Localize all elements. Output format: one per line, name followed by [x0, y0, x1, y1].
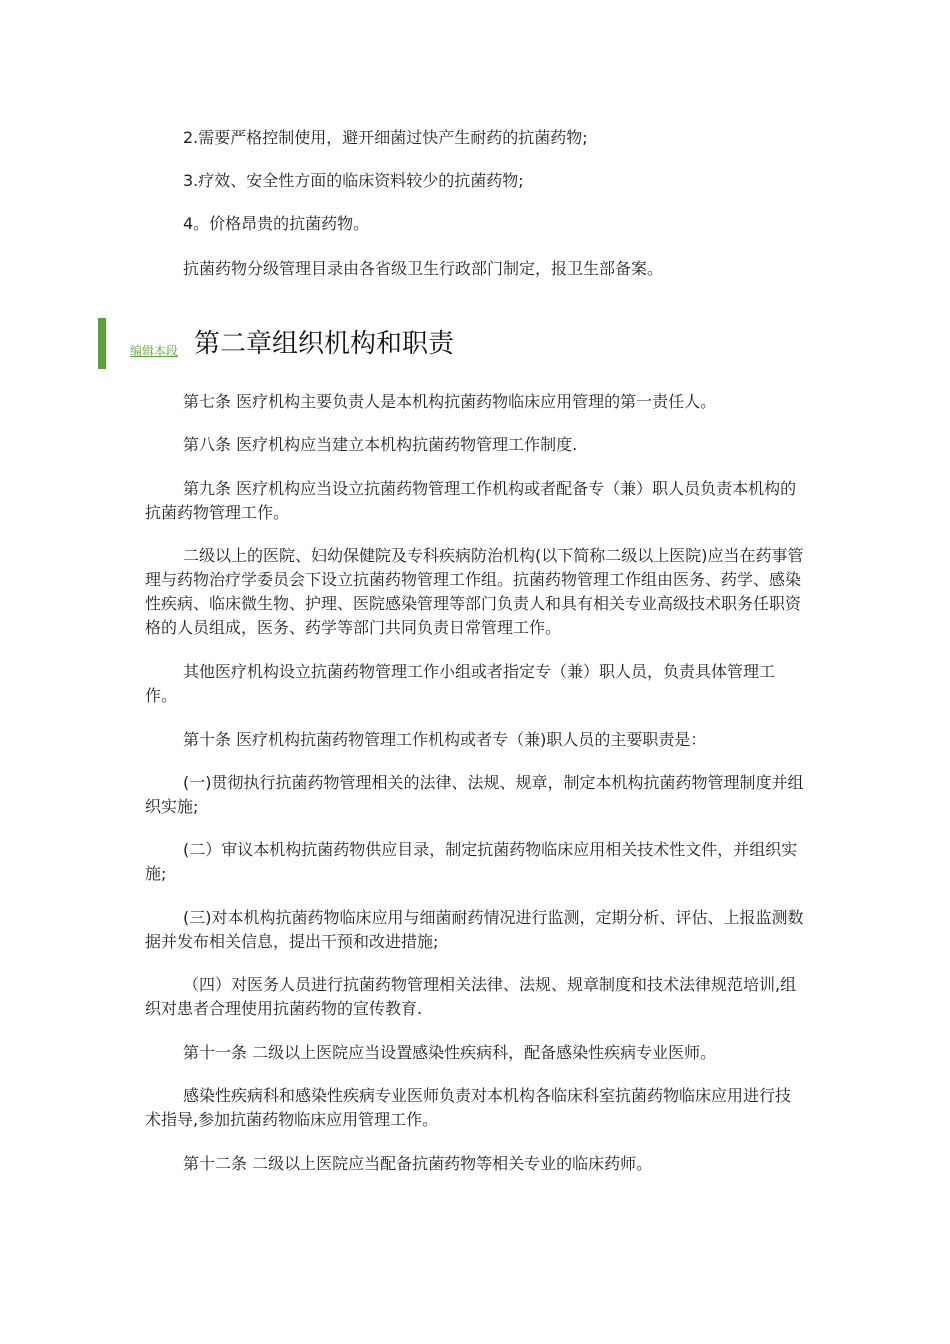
list-item: 4。价格昂贵的抗菌药物。 [183, 214, 370, 233]
paragraph: 第十二条 二级以上医院应当配备抗菌药物等相关专业的临床药师。 [183, 1154, 653, 1173]
paragraph: （四）对医务人员进行抗菌药物管理相关法律、法规、规章制度和技术法律规范培训,组织对患者合理使用抗菌药物的宣传教育. [145, 975, 797, 1018]
paragraph: 二级以上的医院、妇幼保健院及专科疾病防治机构(以下简称二级以上医院)应当在药事管理与药物治疗学委员会下设立抗菌药物管理工作组。抗菌药物管理工作组由医务、药学、感染性疾病、临床微生物、护理、医院感染管理等部门负责人和具有相关专业高级技术职务任职资格的人员组成，医务、药学等部门共同负责日常管理工作。 [145, 546, 804, 637]
paragraph: (二）审议本机构抗菌药物供应目录，制定抗菌药物临床应用相关技术性文件，并组织实施; [145, 840, 798, 883]
paragraph: 第十条 医疗机构抗菌药物管理工作机构或者专（兼)职人员的主要职责是： [183, 730, 707, 749]
paragraph: 第九条 医疗机构应当设立抗菌药物管理工作机构或者配备专（兼）职人员负责本机构的抗菌药物管理工作。 [145, 479, 797, 522]
list-item: 2.需要严格控制使用，避开细菌过快产生耐药的抗菌药物; [183, 128, 588, 147]
paragraph: 第七条 医疗机构主要负责人是本机构抗菌药物临床应用管理的第一责任人。 [183, 392, 717, 411]
paragraph: 感染性疾病科和感染性疾病专业医师负责对本机构各临床科室抗菌药物临床应用进行技术指导,参加抗菌药物临床应用管理工作。 [145, 1086, 792, 1129]
paragraph: 第八条 医疗机构应当建立本机构抗菌药物管理工作制度. [183, 435, 578, 454]
paragraph: (三)对本机构抗菌药物临床应用与细菌耐药情况进行监测，定期分析、评估、上报监测数据并发布相关信息，提出干预和改进措施; [145, 908, 804, 951]
section-heading [98, 318, 798, 370]
section-accent-bar [98, 318, 106, 369]
paragraph: 第十一条 二级以上医院应当设置感染性疾病科，配备感染性疾病专业医师。 [183, 1043, 717, 1062]
paragraph: 抗菌药物分级管理目录由各省级卫生行政部门制定，报卫生部备案。 [183, 259, 664, 278]
paragraph: 其他医疗机构设立抗菌药物管理工作小组或者指定专（兼）职人员，负责具体管理工作。 [145, 662, 776, 705]
edit-section-link[interactable]: 编辑本段 [130, 344, 179, 358]
section-title: 第二章组织机构和职责 [194, 329, 455, 359]
list-item: 3.疗效、安全性方面的临床资料较少的抗菌药物; [183, 171, 524, 190]
paragraph: (一)贯彻执行抗菌药物管理相关的法律、法规、规章，制定本机构抗菌药物管理制度并组织实施; [145, 773, 804, 816]
